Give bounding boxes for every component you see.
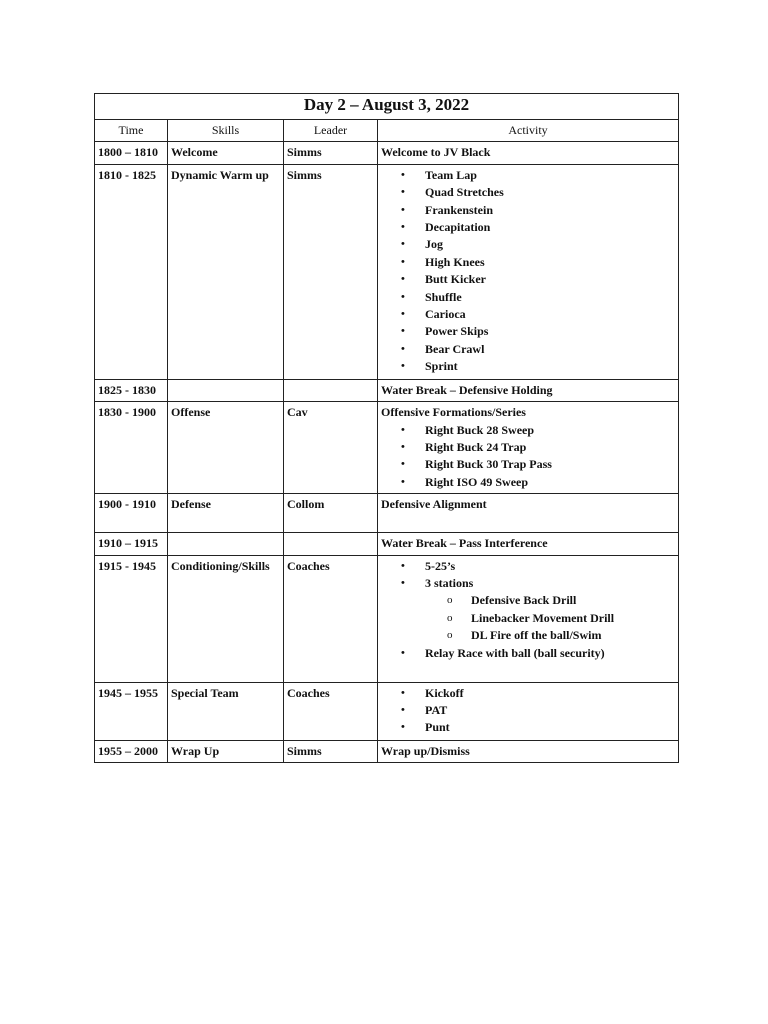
- cell-time: 1800 – 1810: [95, 142, 168, 164]
- cell-activity: Wrap up/Dismiss: [378, 740, 679, 762]
- table-row: [95, 533, 679, 555]
- activity-list: [381, 645, 675, 662]
- table-row: [95, 682, 679, 740]
- page-title: Day 2 – August 3, 2022: [95, 94, 679, 120]
- cell-time: 1955 – 2000: [95, 740, 168, 762]
- list-item: • Frankenstein: [381, 202, 675, 219]
- cell-skills: Offense: [168, 402, 284, 494]
- list-item: • High Knees: [381, 254, 675, 271]
- header-time: Time: [95, 120, 168, 142]
- cell-leader: Simms: [284, 740, 378, 762]
- list-item: • 5-25’s: [381, 558, 675, 575]
- cell-skills: Defense: [168, 494, 284, 533]
- cell-time: 1945 – 1955: [95, 682, 168, 740]
- cell-time: 1825 - 1830: [95, 379, 168, 401]
- cell-time: 1830 - 1900: [95, 402, 168, 494]
- list-item: • Punt: [381, 719, 675, 736]
- list-item: • Carioca: [381, 306, 675, 323]
- header-activity: Activity: [378, 120, 679, 142]
- header-skills: Skills: [168, 120, 284, 142]
- table-row: [95, 164, 679, 379]
- activity-list: [381, 422, 675, 492]
- cell-activity: Water Break – Pass Interference: [378, 533, 679, 555]
- cell-activity: [378, 164, 679, 379]
- cell-skills: Wrap Up: [168, 740, 284, 762]
- cell-leader: Coaches: [284, 682, 378, 740]
- cell-activity: Welcome to JV Black: [378, 142, 679, 164]
- cell-leader: [284, 379, 378, 401]
- cell-activity: Water Break – Defensive Holding: [378, 379, 679, 401]
- header-leader: Leader: [284, 120, 378, 142]
- cell-skills: Welcome: [168, 142, 284, 164]
- cell-time: 1915 - 1945: [95, 555, 168, 682]
- list-item: • PAT: [381, 702, 675, 719]
- list-item: • Butt Kicker: [381, 271, 675, 288]
- cell-skills: Dynamic Warm up: [168, 164, 284, 379]
- cell-leader: Collom: [284, 494, 378, 533]
- activity-list: [381, 558, 675, 593]
- sub-list-item: o Linebacker Movement Drill: [381, 610, 675, 627]
- list-item: • Right ISO 49 Sweep: [381, 474, 675, 491]
- list-item: • Kickoff: [381, 685, 675, 702]
- table-row: [95, 142, 679, 164]
- table-row: [95, 402, 679, 494]
- cell-leader: [284, 533, 378, 555]
- activity-list: [381, 685, 675, 737]
- cell-skills: [168, 533, 284, 555]
- cell-skills: [168, 379, 284, 401]
- schedule-table: [94, 93, 679, 763]
- cell-time: 1900 - 1910: [95, 494, 168, 533]
- activity-heading: Offensive Formations/Series: [381, 405, 526, 420]
- sub-list-item: o DL Fire off the ball/Swim: [381, 627, 675, 644]
- cell-leader: Simms: [284, 164, 378, 379]
- list-item: • Shuffle: [381, 289, 675, 306]
- table-row: [95, 494, 679, 533]
- cell-time: 1910 – 1915: [95, 533, 168, 555]
- list-item: • Quad Stretches: [381, 184, 675, 201]
- list-item: • Decapitation: [381, 219, 675, 236]
- cell-activity: [378, 402, 679, 494]
- list-item: • Bear Crawl: [381, 341, 675, 358]
- list-item: • 3 stations: [381, 575, 675, 592]
- list-item: • Relay Race with ball (ball security): [381, 645, 675, 662]
- activity-sublist: [381, 592, 675, 644]
- cell-skills: Conditioning/Skills: [168, 555, 284, 682]
- list-item: • Sprint: [381, 358, 675, 375]
- list-item: • Right Buck 30 Trap Pass: [381, 456, 675, 473]
- cell-leader: Cav: [284, 402, 378, 494]
- list-item: • Team Lap: [381, 167, 675, 184]
- activity-list: [381, 167, 675, 376]
- sub-list-item: o Defensive Back Drill: [381, 592, 675, 609]
- cell-leader: Simms: [284, 142, 378, 164]
- cell-leader: Coaches: [284, 555, 378, 682]
- cell-activity: [378, 682, 679, 740]
- cell-activity: [378, 555, 679, 682]
- table-row: [95, 740, 679, 762]
- cell-skills: Special Team: [168, 682, 284, 740]
- table-row: [95, 555, 679, 682]
- cell-time: 1810 - 1825: [95, 164, 168, 379]
- list-item: • Power Skips: [381, 323, 675, 340]
- table-header-row: [95, 120, 679, 142]
- table-row: [95, 379, 679, 401]
- cell-activity: Defensive Alignment: [378, 494, 679, 533]
- list-item: • Right Buck 24 Trap: [381, 439, 675, 456]
- list-item: • Right Buck 28 Sweep: [381, 422, 675, 439]
- list-item: • Jog: [381, 236, 675, 253]
